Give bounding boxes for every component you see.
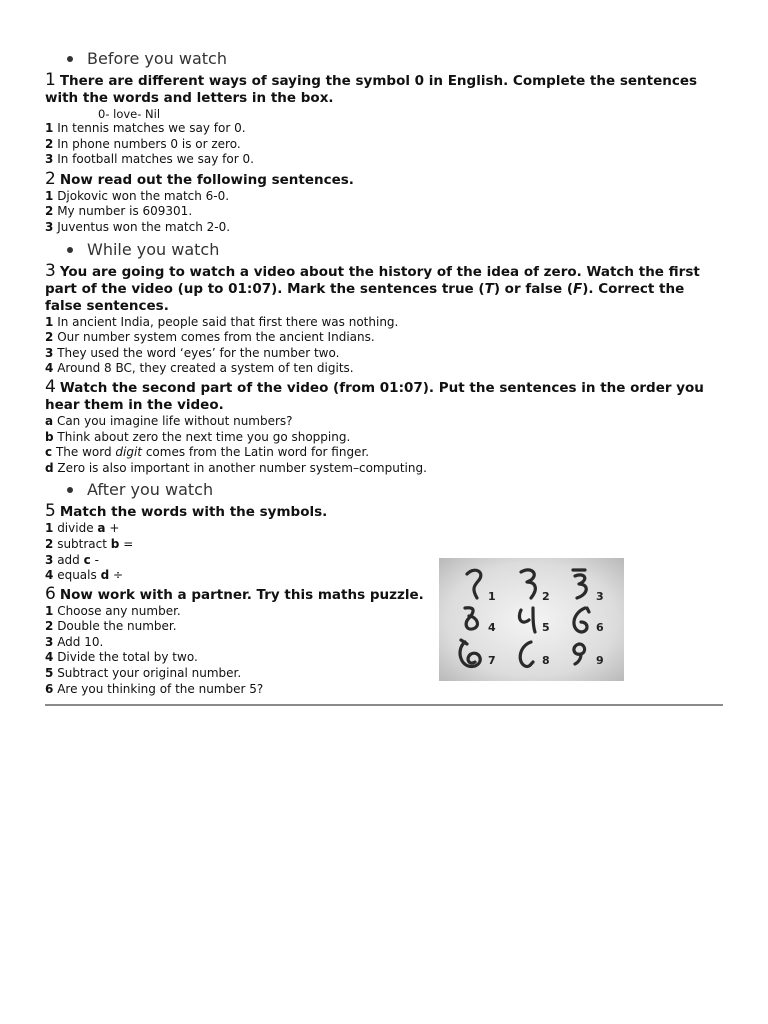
numeral-glyph xyxy=(574,644,585,664)
list-item: 4 Around 8 BC, they created a system of ten digits. xyxy=(45,361,354,376)
numeral-glyph xyxy=(573,570,586,598)
numeral-label: 7 xyxy=(488,654,496,667)
numeral-glyph xyxy=(467,570,481,598)
numeral-glyph xyxy=(574,608,589,632)
hindu-numerals-image xyxy=(439,558,624,681)
question-text: There are different ways of saying the symbol 0 in English. Complete the sentences with the words and letters in the box. xyxy=(45,73,698,106)
list-item: 6 Are you thinking of the number 5? xyxy=(45,681,264,696)
list-item: 1 In tennis matches we say for 0. xyxy=(45,121,246,135)
list-item: d Zero is also important in another number system–computing. xyxy=(45,460,427,475)
list-item: 1 In ancient India, people said that first there was nothing. xyxy=(45,314,399,329)
question-text: Now work with a partner. Try this maths puzzle. xyxy=(59,586,424,603)
list-item: 3 In football matches we say for 0. xyxy=(45,152,254,167)
numeral-label: 1 xyxy=(488,590,496,603)
numeral-label: 3 xyxy=(596,590,604,603)
numeral-label: 8 xyxy=(542,654,550,667)
section-before-watch xyxy=(45,48,723,70)
list-item: 3 Add 10. xyxy=(45,634,104,649)
question-number: 2 xyxy=(45,168,56,189)
question-2 xyxy=(45,168,723,189)
list-item: a Can you imagine life without numbers? xyxy=(45,413,293,428)
numeral-glyph xyxy=(521,570,535,598)
list-item: 1 Choose any number. xyxy=(45,603,181,618)
section-title: After you watch xyxy=(87,480,214,500)
numeral-glyph xyxy=(460,640,480,667)
question-number: 4 xyxy=(45,376,56,397)
section-while-watch xyxy=(45,239,723,261)
list-item: 2 My number is 609301. xyxy=(45,204,193,219)
list-item: 2 Double the number. xyxy=(45,619,177,634)
question-text: Now read out the following sentences. xyxy=(59,171,354,188)
list-item: 4 equals d ÷ xyxy=(45,568,124,583)
list-item: 1 divide a + xyxy=(45,521,120,536)
section-title: Before you watch xyxy=(87,49,227,68)
numeral-glyph xyxy=(519,608,535,632)
question-text: Match the words with the symbols. xyxy=(59,504,328,521)
question-5 xyxy=(45,503,723,521)
list-item: 1 Djokovic won the match 6-0. xyxy=(45,188,230,203)
bullet-icon xyxy=(67,247,73,253)
list-item: 5 Subtract your original number. xyxy=(45,666,242,681)
question-number: 6 xyxy=(45,583,56,604)
numeral-label: 5 xyxy=(542,621,550,634)
question-number: 3 xyxy=(45,260,56,281)
bullet-icon xyxy=(67,56,73,62)
list-item: c The word digit comes from the Latin word for finger. xyxy=(45,445,370,460)
word-box: 0- love- Nil xyxy=(98,107,161,121)
question-1 xyxy=(45,72,723,107)
bottom-divider xyxy=(45,704,723,706)
bullet-icon xyxy=(67,487,73,493)
numeral-glyph xyxy=(465,608,477,629)
question-3: 3 You are going to watch a video about the history of the idea of zero. Watch the first part of the video (up to 01:07). Mark the sentences true (T) or false (F). Correct the false sentences. xyxy=(45,260,700,314)
numeral-label: 9 xyxy=(596,654,604,667)
numeral-glyph xyxy=(520,642,533,667)
numeral-label: 2 xyxy=(542,590,550,603)
question-number: 5 xyxy=(45,501,56,522)
list-item: b Think about zero the next time you go shopping. xyxy=(45,429,351,444)
numeral-label: 4 xyxy=(488,621,496,634)
section-title: While you watch xyxy=(87,239,220,259)
list-item: 3 Juventus won the match 2-0. xyxy=(45,219,231,234)
question-number: 1 xyxy=(45,70,56,90)
list-item: 3 add c - xyxy=(45,552,99,567)
question-text: Watch the second part of the video (from 01:07). Put the sentences in the order you hear them in the video. xyxy=(45,379,704,413)
list-item: 2 subtract b = xyxy=(45,536,134,551)
list-item: 2 Our number system comes from the ancient Indians. xyxy=(45,330,375,345)
list-item: 3 They used the word ‘eyes’ for the number two. xyxy=(45,345,340,360)
section-after-watch xyxy=(45,479,723,501)
numeral-label: 6 xyxy=(596,621,604,634)
list-item: 4 Divide the total by two. xyxy=(45,650,198,665)
numerals-illustration xyxy=(439,558,624,681)
list-item: 2 In phone numbers 0 is or zero. xyxy=(45,136,241,151)
question-4 xyxy=(45,376,723,414)
